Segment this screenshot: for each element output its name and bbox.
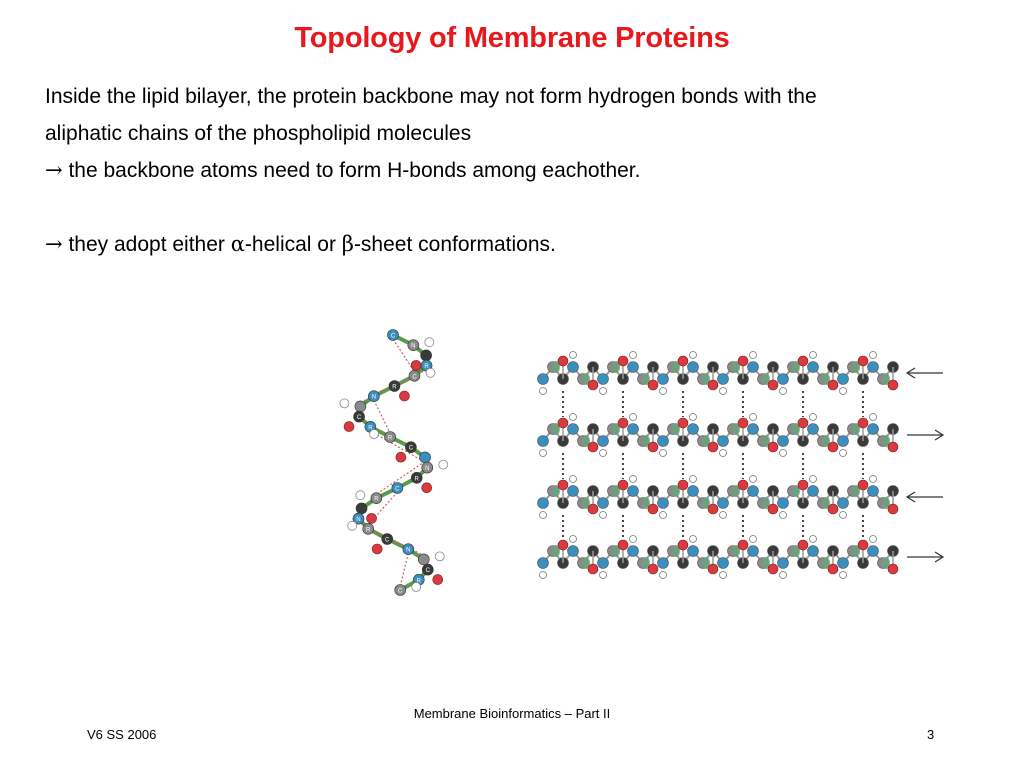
backbone-atom — [718, 498, 729, 509]
oxygen-atom — [367, 513, 377, 523]
oxygen-atom — [738, 418, 748, 428]
backbone-atom — [838, 558, 849, 569]
backbone-atom — [808, 424, 819, 435]
backbone-atom — [598, 558, 609, 569]
oxygen-atom — [618, 480, 628, 490]
backbone-atom — [568, 362, 579, 373]
backbone-atom — [868, 486, 879, 497]
hydrogen-atom — [750, 352, 757, 359]
oxygen-atom — [678, 418, 688, 428]
atom-label: C — [395, 486, 400, 493]
paragraph3-text-pre: they adopt either — [62, 233, 231, 256]
hydrogen-atom — [600, 388, 607, 395]
strand-direction-arrow — [907, 430, 943, 440]
side-chain-r — [340, 399, 349, 408]
oxygen-atom — [588, 442, 598, 452]
hydrogen-atom — [840, 450, 847, 457]
backbone-atom — [748, 546, 759, 557]
oxygen-atom — [558, 480, 568, 490]
backbone-atom — [748, 362, 759, 373]
hydrogen-atom — [630, 476, 637, 483]
backbone-atom — [538, 436, 549, 447]
backbone-atom — [598, 374, 609, 385]
backbone-atom — [568, 424, 579, 435]
backbone-atom — [718, 374, 729, 385]
hydrogen-atom — [810, 536, 817, 543]
hydrogen-atom — [870, 414, 877, 421]
oxygen-atom — [768, 442, 778, 452]
hydrogen-atom — [630, 414, 637, 421]
hydrogen-atom — [840, 572, 847, 579]
backbone-atom — [420, 452, 431, 463]
oxygen-atom — [372, 544, 382, 554]
backbone-atom — [808, 362, 819, 373]
footer-course-title: Membrane Bioinformatics – Part II — [413, 706, 611, 721]
atom-label: C — [408, 445, 414, 452]
alpha-helix-diagram — [318, 310, 468, 610]
atom-label: C — [412, 374, 417, 381]
hydrogen-atom — [540, 572, 547, 579]
hydrogen-atom — [720, 450, 727, 457]
backbone-atom — [718, 558, 729, 569]
oxygen-atom — [828, 380, 838, 390]
oxygen-atom — [858, 418, 868, 428]
oxygen-atom — [558, 356, 568, 366]
oxygen-atom — [708, 504, 718, 514]
backbone-atom — [688, 424, 699, 435]
paragraph3 — [45, 226, 995, 263]
hydrogen-atom — [570, 352, 577, 359]
backbone-atom — [718, 436, 729, 447]
oxygen-atom — [396, 452, 406, 462]
hydrogen-atom — [780, 450, 787, 457]
hydrogen-atom — [660, 450, 667, 457]
backbone-atom — [538, 498, 549, 509]
oxygen-atom — [558, 418, 568, 428]
hydrogen-atom — [600, 512, 607, 519]
atom-label: C — [425, 568, 430, 575]
hydrogen-atom — [690, 476, 697, 483]
hydrogen-atom — [870, 536, 877, 543]
hydrogen-atom — [750, 476, 757, 483]
oxygen-atom — [828, 442, 838, 452]
strand-direction-arrow — [907, 368, 943, 378]
atom-label: R — [392, 384, 397, 391]
backbone-atom — [778, 558, 789, 569]
oxygen-atom — [708, 442, 718, 452]
oxygen-atom — [399, 391, 409, 401]
hydrogen-atom — [630, 352, 637, 359]
oxygen-atom — [344, 422, 354, 432]
atom-label: N — [411, 343, 416, 350]
hydrogen-atom — [810, 414, 817, 421]
hydrogen-atom — [630, 536, 637, 543]
atom-label: R — [416, 578, 421, 585]
hydrogen-atom — [870, 352, 877, 359]
atom-label: R — [424, 364, 429, 371]
atom-label: C — [356, 415, 362, 422]
oxygen-atom — [618, 356, 628, 366]
backbone-atom — [868, 424, 879, 435]
hydrogen-atom — [690, 536, 697, 543]
atom-label: R — [387, 435, 393, 442]
backbone-atom — [868, 546, 879, 557]
hydrogen-bond — [400, 553, 408, 586]
hydrogen-atom — [690, 414, 697, 421]
oxygen-atom — [678, 356, 688, 366]
backbone-atom — [356, 503, 367, 514]
backbone-atom — [778, 436, 789, 447]
side-chain-r — [439, 460, 448, 469]
oxygen-atom — [888, 564, 898, 574]
oxygen-atom — [888, 442, 898, 452]
paragraph1-line2: aliphatic chains of the phospholipid molecules — [45, 122, 472, 145]
paragraph1-line1: Inside the lipid bilayer, the protein backbone may not form hydrogen bonds with the — [45, 85, 817, 108]
backbone-atom — [568, 486, 579, 497]
backbone-atom — [808, 546, 819, 557]
hydrogen-atom — [600, 450, 607, 457]
backbone-atom — [421, 350, 432, 361]
backbone-atom — [628, 486, 639, 497]
hydrogen-atom — [810, 476, 817, 483]
oxygen-atom — [648, 380, 658, 390]
paragraph2-text: the backbone atoms need to form H-bonds among eachother. — [62, 159, 641, 182]
hydrogen-atom — [840, 512, 847, 519]
slide-title: Topology of Membrane Proteins — [294, 22, 730, 54]
oxygen-atom — [708, 564, 718, 574]
hydrogen-atom — [750, 536, 757, 543]
oxygen-atom — [828, 564, 838, 574]
oxygen-atom — [888, 504, 898, 514]
footer-page-number: 3 — [927, 727, 935, 742]
oxygen-atom — [678, 540, 688, 550]
oxygen-atom — [588, 504, 598, 514]
alpha-symbol: α — [230, 232, 245, 256]
hydrogen-atom — [570, 536, 577, 543]
hydrogen-atom — [780, 388, 787, 395]
oxygen-atom — [648, 442, 658, 452]
backbone-atom — [748, 486, 759, 497]
oxygen-atom — [798, 480, 808, 490]
hydrogen-atom — [870, 476, 877, 483]
oxygen-atom — [858, 480, 868, 490]
backbone-atom — [598, 498, 609, 509]
atom-label: N — [371, 394, 377, 401]
atom-label: R — [374, 496, 379, 503]
hydrogen-atom — [600, 572, 607, 579]
oxygen-atom — [798, 540, 808, 550]
oxygen-atom — [618, 540, 628, 550]
oxygen-atom — [828, 504, 838, 514]
footer-semester: V6 SS 2006 — [87, 727, 157, 742]
hydrogen-atom — [690, 352, 697, 359]
hydrogen-atom — [570, 414, 577, 421]
oxygen-atom — [433, 575, 443, 585]
hydrogen-atom — [810, 352, 817, 359]
oxygen-atom — [858, 540, 868, 550]
hydrogen-atom — [720, 388, 727, 395]
oxygen-atom — [558, 540, 568, 550]
oxygen-atom — [648, 564, 658, 574]
backbone-atom — [748, 424, 759, 435]
hydrogen-atom — [540, 450, 547, 457]
backbone-atom — [658, 498, 669, 509]
arrow-symbol: → — [45, 158, 63, 182]
backbone-atom — [538, 374, 549, 385]
oxygen-atom — [798, 356, 808, 366]
oxygen-atom — [588, 564, 598, 574]
backbone-atom — [868, 362, 879, 373]
oxygen-atom — [768, 380, 778, 390]
hydrogen-atom — [540, 512, 547, 519]
strand-direction-arrow — [907, 552, 943, 562]
hydrogen-atom — [660, 388, 667, 395]
hydrogen-atom — [570, 476, 577, 483]
paragraph3-text-mid: -helical or — [244, 233, 342, 256]
beta-symbol: β — [341, 232, 354, 256]
atom-label: N — [406, 547, 411, 554]
oxygen-atom — [411, 360, 421, 370]
hydrogen-atom — [540, 388, 547, 395]
side-chain-r — [435, 552, 444, 561]
hydrogen-atom — [780, 572, 787, 579]
oxygen-atom — [618, 418, 628, 428]
atom-label: R — [414, 476, 419, 483]
backbone-atom — [778, 374, 789, 385]
atom-label: C — [390, 333, 396, 340]
atom-label: N — [356, 517, 361, 524]
backbone-atom — [598, 436, 609, 447]
atom-label: R — [368, 425, 373, 432]
atom-label: N — [425, 466, 430, 473]
atom-label: R — [366, 527, 371, 534]
backbone-atom — [628, 546, 639, 557]
paragraph2 — [45, 152, 995, 189]
hydrogen-atom — [720, 572, 727, 579]
hydrogen-atom — [780, 512, 787, 519]
hydrogen-atom — [720, 512, 727, 519]
side-chain-r — [425, 338, 434, 347]
oxygen-atom — [422, 483, 432, 493]
backbone-atom — [628, 362, 639, 373]
hydrogen-atom — [750, 414, 757, 421]
atom-label: C — [398, 588, 403, 595]
slide-body — [45, 78, 995, 263]
atom-label: C — [385, 537, 390, 544]
oxygen-atom — [738, 540, 748, 550]
backbone-atom — [568, 546, 579, 557]
oxygen-atom — [858, 356, 868, 366]
backbone-atom — [838, 498, 849, 509]
oxygen-atom — [738, 480, 748, 490]
backbone-atom — [688, 362, 699, 373]
backbone-atom — [688, 546, 699, 557]
backbone-atom — [355, 401, 366, 412]
oxygen-atom — [798, 418, 808, 428]
hydrogen-atom — [660, 572, 667, 579]
backbone-atom — [688, 486, 699, 497]
backbone-atom — [838, 374, 849, 385]
oxygen-atom — [738, 356, 748, 366]
backbone-atom — [838, 436, 849, 447]
backbone-atom — [658, 436, 669, 447]
backbone-atom — [418, 554, 429, 565]
backbone-atom — [778, 498, 789, 509]
oxygen-atom — [888, 380, 898, 390]
paragraph3-text-post: -sheet conformations. — [353, 233, 556, 256]
oxygen-atom — [678, 480, 688, 490]
oxygen-atom — [768, 504, 778, 514]
beta-sheet-diagram — [525, 345, 955, 595]
oxygen-atom — [708, 380, 718, 390]
strand-direction-arrow — [907, 492, 943, 502]
oxygen-atom — [648, 504, 658, 514]
backbone-atom — [658, 374, 669, 385]
backbone-atom — [808, 486, 819, 497]
side-chain-r — [356, 491, 365, 500]
hydrogen-atom — [660, 512, 667, 519]
backbone-atom — [628, 424, 639, 435]
blank-line — [45, 189, 995, 226]
arrow-symbol: → — [45, 232, 63, 256]
backbone-atom — [658, 558, 669, 569]
oxygen-atom — [588, 380, 598, 390]
oxygen-atom — [768, 564, 778, 574]
hydrogen-atom — [840, 388, 847, 395]
backbone-atom — [538, 558, 549, 569]
